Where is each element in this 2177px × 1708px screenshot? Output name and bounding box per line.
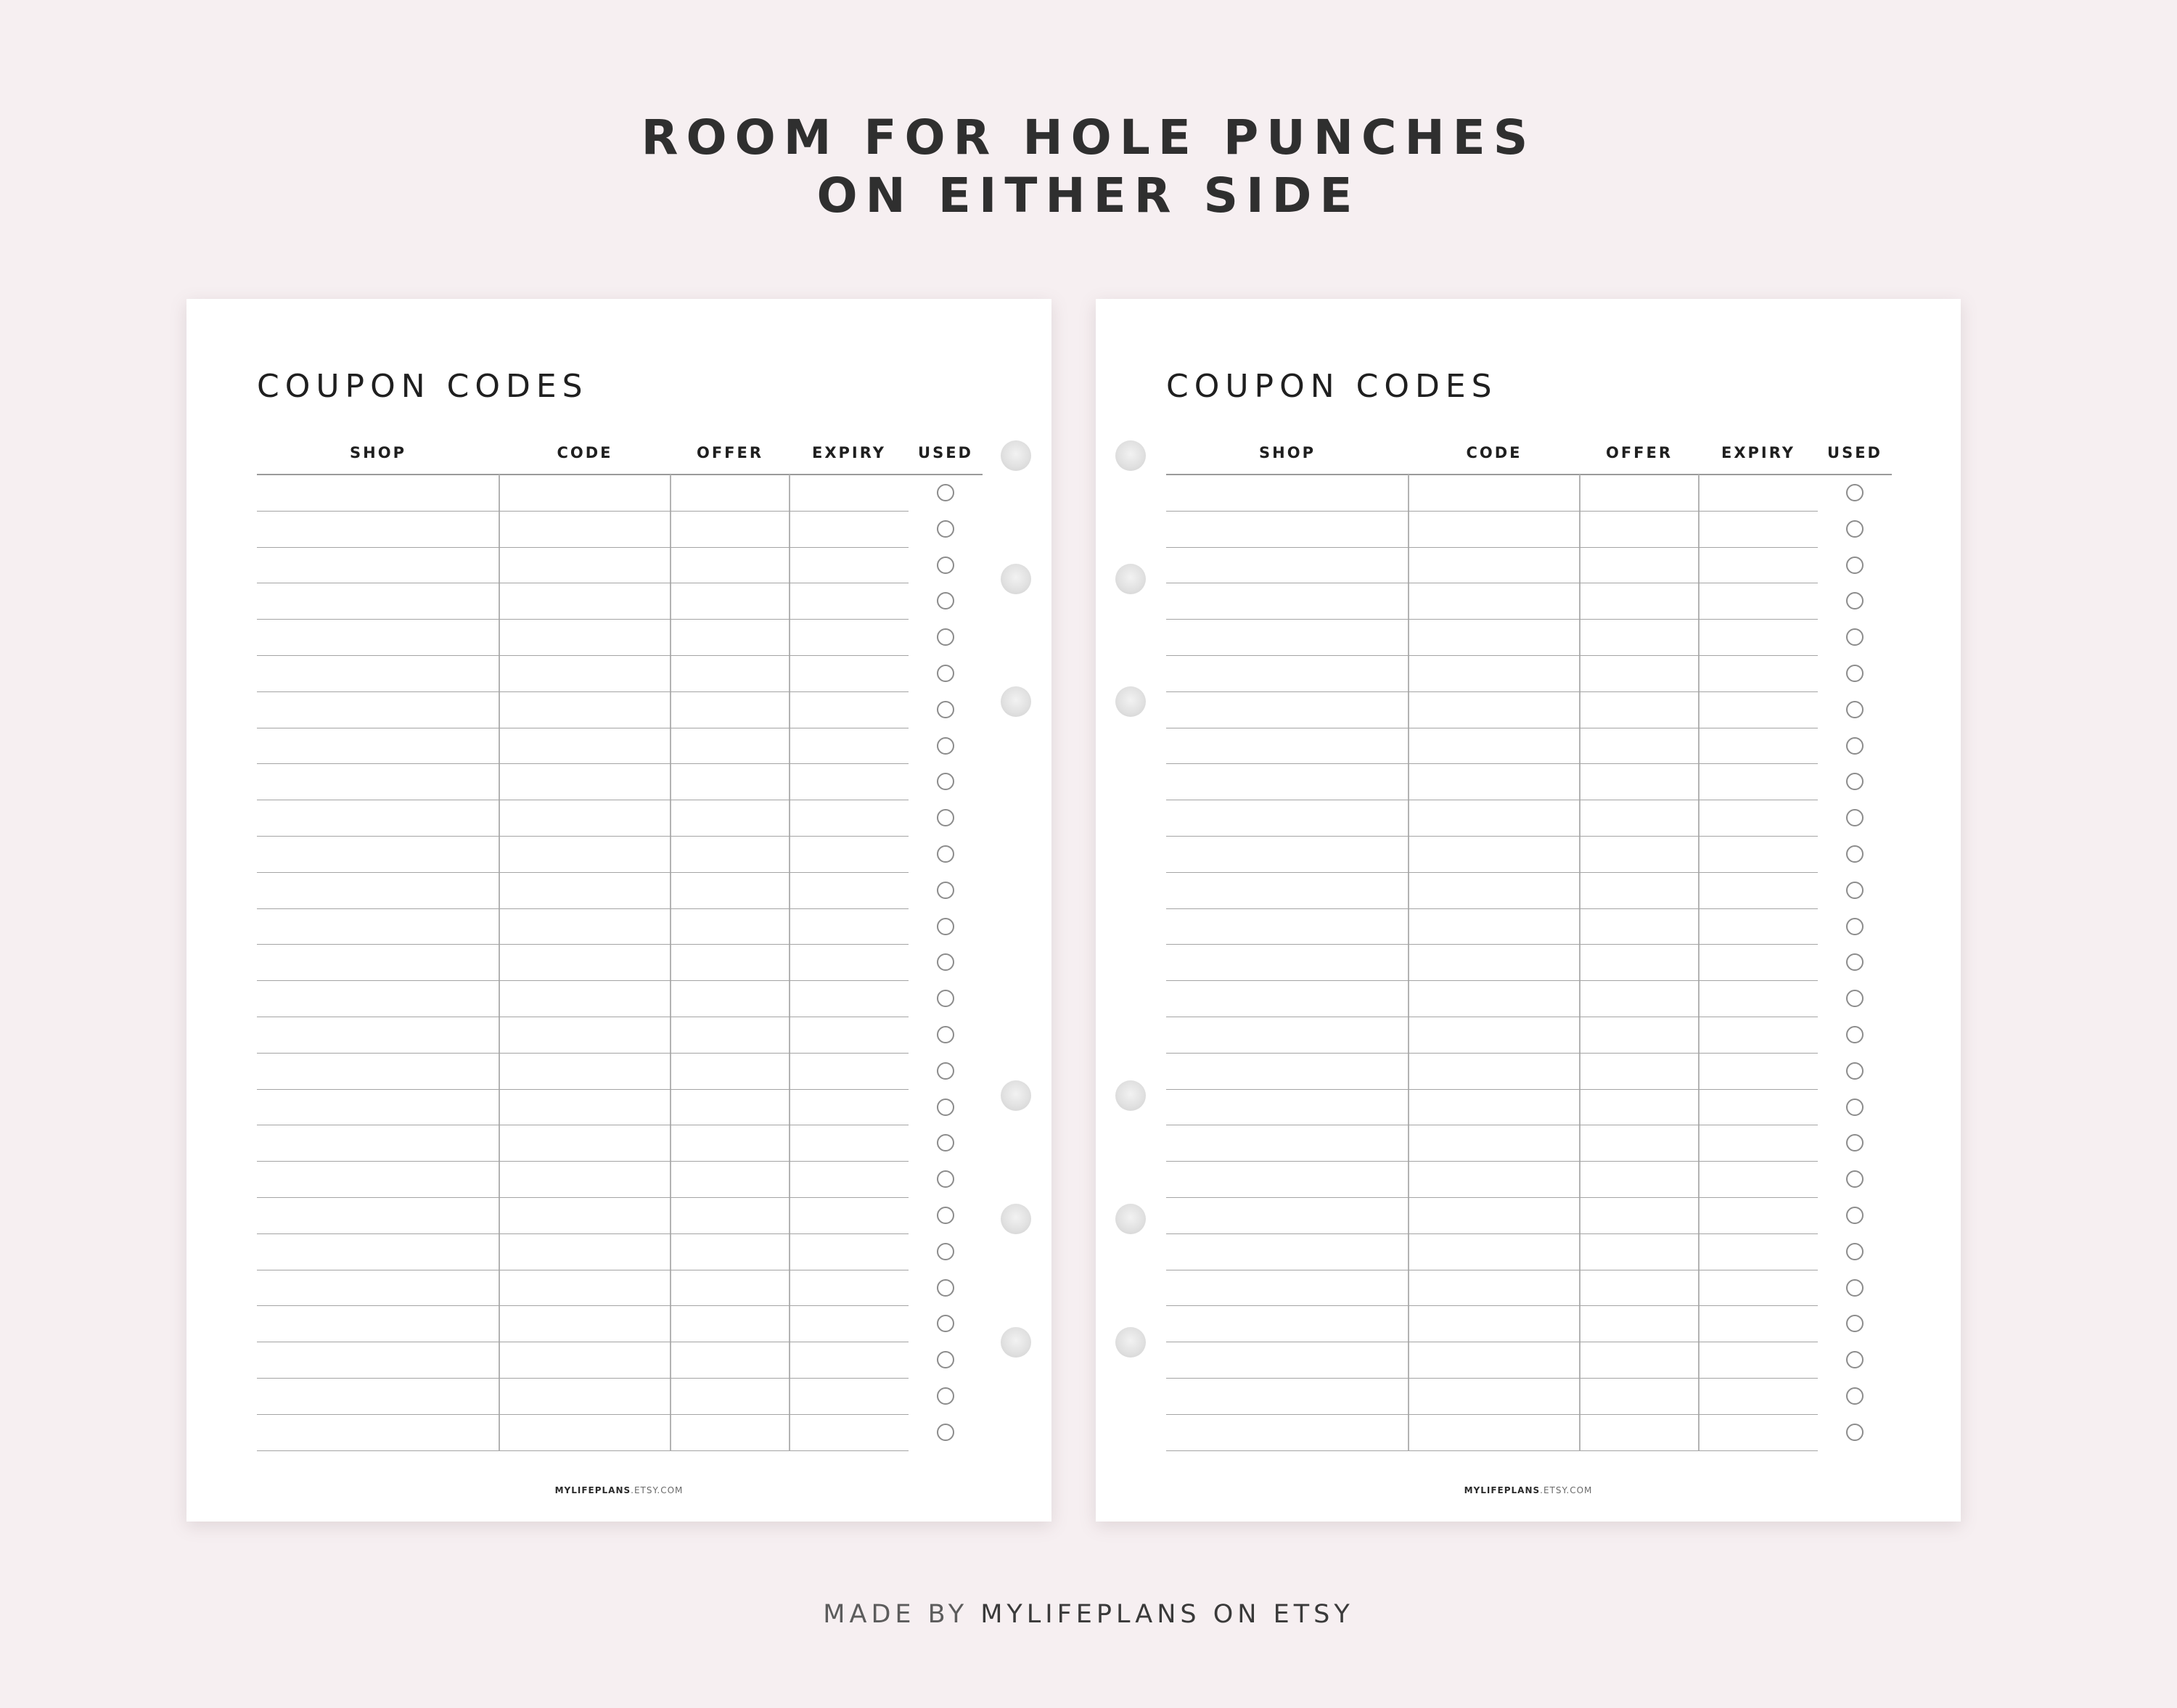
used-checkbox[interactable] xyxy=(937,737,954,755)
column-header-code: CODE xyxy=(557,444,613,461)
table-row xyxy=(257,1089,909,1090)
column-divider xyxy=(670,475,671,1450)
used-checkbox[interactable] xyxy=(937,520,954,538)
used-checkbox[interactable] xyxy=(937,665,954,682)
used-checkbox[interactable] xyxy=(937,701,954,718)
table-row xyxy=(257,1053,909,1054)
used-checkbox[interactable] xyxy=(937,1062,954,1080)
used-checkbox[interactable] xyxy=(1846,953,1864,971)
used-checkbox[interactable] xyxy=(1846,1026,1864,1043)
table-row xyxy=(1166,1089,1818,1090)
table-row xyxy=(257,872,909,873)
used-checkbox[interactable] xyxy=(937,628,954,646)
table-row xyxy=(1166,1450,1818,1451)
table-row xyxy=(257,691,909,692)
used-checkbox[interactable] xyxy=(1846,737,1864,755)
table-row xyxy=(257,655,909,656)
used-checkbox[interactable] xyxy=(1846,520,1864,538)
table-row xyxy=(1166,1197,1818,1198)
header-rule xyxy=(257,474,983,475)
table-row xyxy=(1166,619,1818,620)
table-row xyxy=(1166,511,1818,512)
table-row xyxy=(1166,1053,1818,1054)
used-checkbox[interactable] xyxy=(1846,1134,1864,1151)
hole-punch xyxy=(1115,440,1146,471)
column-header-shop: SHOP xyxy=(350,444,406,461)
table-row xyxy=(1166,1305,1818,1306)
used-checkbox[interactable] xyxy=(937,1026,954,1043)
table-row xyxy=(257,547,909,548)
column-header-shop: SHOP xyxy=(1259,444,1316,461)
table-row xyxy=(257,1414,909,1415)
used-checkbox[interactable] xyxy=(937,1243,954,1260)
used-checkbox[interactable] xyxy=(937,1279,954,1297)
table-row xyxy=(1166,872,1818,873)
table-row xyxy=(1166,908,1818,909)
table-row xyxy=(1166,944,1818,945)
column-header-offer: OFFER xyxy=(1605,444,1673,461)
hole-punch xyxy=(1001,1327,1031,1358)
table-row xyxy=(1166,691,1818,692)
used-checkbox[interactable] xyxy=(937,990,954,1007)
sheet-footer-url xyxy=(186,1485,1051,1495)
hole-punch xyxy=(1001,1080,1031,1111)
table-row xyxy=(1166,1161,1818,1162)
used-checkbox[interactable] xyxy=(1846,1279,1864,1297)
table-row xyxy=(1166,836,1818,837)
used-checkbox[interactable] xyxy=(937,953,954,971)
used-checkbox[interactable] xyxy=(937,809,954,826)
hole-punch xyxy=(1001,440,1031,471)
table-row xyxy=(257,511,909,512)
hole-punch xyxy=(1115,1080,1146,1111)
used-checkbox[interactable] xyxy=(1846,701,1864,718)
used-checkbox[interactable] xyxy=(1846,990,1864,1007)
planner-sheet-left xyxy=(186,299,1051,1522)
credit-line xyxy=(0,1600,2177,1629)
used-checkbox[interactable] xyxy=(1846,557,1864,574)
used-checkbox[interactable] xyxy=(1846,1387,1864,1405)
used-checkbox[interactable] xyxy=(1846,1243,1864,1260)
used-checkbox[interactable] xyxy=(1846,809,1864,826)
used-checkbox[interactable] xyxy=(1846,918,1864,935)
column-divider xyxy=(789,475,790,1450)
table-row xyxy=(257,763,909,764)
used-checkbox[interactable] xyxy=(937,1170,954,1188)
used-checkbox[interactable] xyxy=(1846,845,1864,863)
column-divider xyxy=(499,475,500,1450)
sheet-footer-url xyxy=(1096,1485,1961,1495)
credit-prefix: MADE BY xyxy=(823,1600,981,1629)
table-row xyxy=(257,1233,909,1234)
used-checkbox[interactable] xyxy=(1846,592,1864,609)
header-rule xyxy=(1166,474,1892,475)
column-divider xyxy=(1698,475,1700,1450)
used-checkbox[interactable] xyxy=(1846,665,1864,682)
sheet-title: COUPON CODES xyxy=(1166,368,1498,405)
table-row xyxy=(1166,1414,1818,1415)
used-checkbox[interactable] xyxy=(937,918,954,935)
column-header-used: USED xyxy=(918,444,973,461)
table-row xyxy=(257,1378,909,1379)
credit-brand: MYLIFEPLANS ON ETSY xyxy=(980,1600,1354,1629)
table-row xyxy=(1166,1233,1818,1234)
table-row xyxy=(1166,655,1818,656)
used-checkbox[interactable] xyxy=(1846,1099,1864,1116)
table-row xyxy=(257,1305,909,1306)
used-checkbox[interactable] xyxy=(1846,882,1864,899)
used-checkbox[interactable] xyxy=(937,1207,954,1224)
hole-punch xyxy=(1115,1327,1146,1358)
table-row xyxy=(257,908,909,909)
hole-punch xyxy=(1115,564,1146,594)
table-row xyxy=(257,1197,909,1198)
hole-punch xyxy=(1001,1204,1031,1234)
planner-sheet-right xyxy=(1096,299,1961,1522)
column-header-used: USED xyxy=(1827,444,1882,461)
used-checkbox[interactable] xyxy=(1846,1170,1864,1188)
headline-line-2: ON EITHER SIDE xyxy=(816,168,1361,223)
footer-brand: MYLIFEPLANS xyxy=(1464,1485,1541,1495)
table-row xyxy=(1166,763,1818,764)
used-checkbox[interactable] xyxy=(1846,773,1864,790)
used-checkbox[interactable] xyxy=(937,1315,954,1332)
used-checkbox[interactable] xyxy=(937,484,954,501)
used-checkbox[interactable] xyxy=(937,1134,954,1151)
used-checkbox[interactable] xyxy=(937,1351,954,1368)
column-header-expiry: EXPIRY xyxy=(812,444,886,461)
used-checkbox[interactable] xyxy=(937,845,954,863)
headline-line-1: ROOM FOR HOLE PUNCHES xyxy=(641,110,1536,165)
used-checkbox[interactable] xyxy=(937,1424,954,1441)
used-checkbox[interactable] xyxy=(937,882,954,899)
table-row xyxy=(257,1450,909,1451)
column-header-offer: OFFER xyxy=(696,444,764,461)
footer-domain: .ETSY.COM xyxy=(631,1485,684,1495)
used-checkbox[interactable] xyxy=(937,557,954,574)
hole-punch xyxy=(1115,1204,1146,1234)
used-checkbox[interactable] xyxy=(1846,1315,1864,1332)
table-row xyxy=(257,980,909,981)
table-row xyxy=(257,1161,909,1162)
used-checkbox[interactable] xyxy=(1846,1351,1864,1368)
used-checkbox[interactable] xyxy=(937,592,954,609)
used-checkbox[interactable] xyxy=(937,1099,954,1116)
table-row xyxy=(257,836,909,837)
used-checkbox[interactable] xyxy=(1846,1207,1864,1224)
column-header-expiry: EXPIRY xyxy=(1721,444,1795,461)
used-checkbox[interactable] xyxy=(1846,1062,1864,1080)
hole-punch xyxy=(1001,564,1031,594)
footer-brand: MYLIFEPLANS xyxy=(554,1485,631,1495)
used-checkbox[interactable] xyxy=(937,1387,954,1405)
footer-domain: .ETSY.COM xyxy=(1540,1485,1593,1495)
table-row xyxy=(1166,980,1818,981)
table-row xyxy=(257,619,909,620)
headline xyxy=(0,109,2177,225)
hole-punch xyxy=(1001,686,1031,717)
used-checkbox[interactable] xyxy=(1846,484,1864,501)
table-row xyxy=(257,944,909,945)
used-checkbox[interactable] xyxy=(1846,628,1864,646)
column-divider xyxy=(1408,475,1409,1450)
table-row xyxy=(1166,1378,1818,1379)
hole-punch xyxy=(1115,686,1146,717)
table-row xyxy=(1166,547,1818,548)
column-divider xyxy=(1579,475,1581,1450)
used-checkbox[interactable] xyxy=(1846,1424,1864,1441)
used-checkbox[interactable] xyxy=(937,773,954,790)
sheet-title: COUPON CODES xyxy=(257,368,589,405)
column-header-code: CODE xyxy=(1466,444,1522,461)
